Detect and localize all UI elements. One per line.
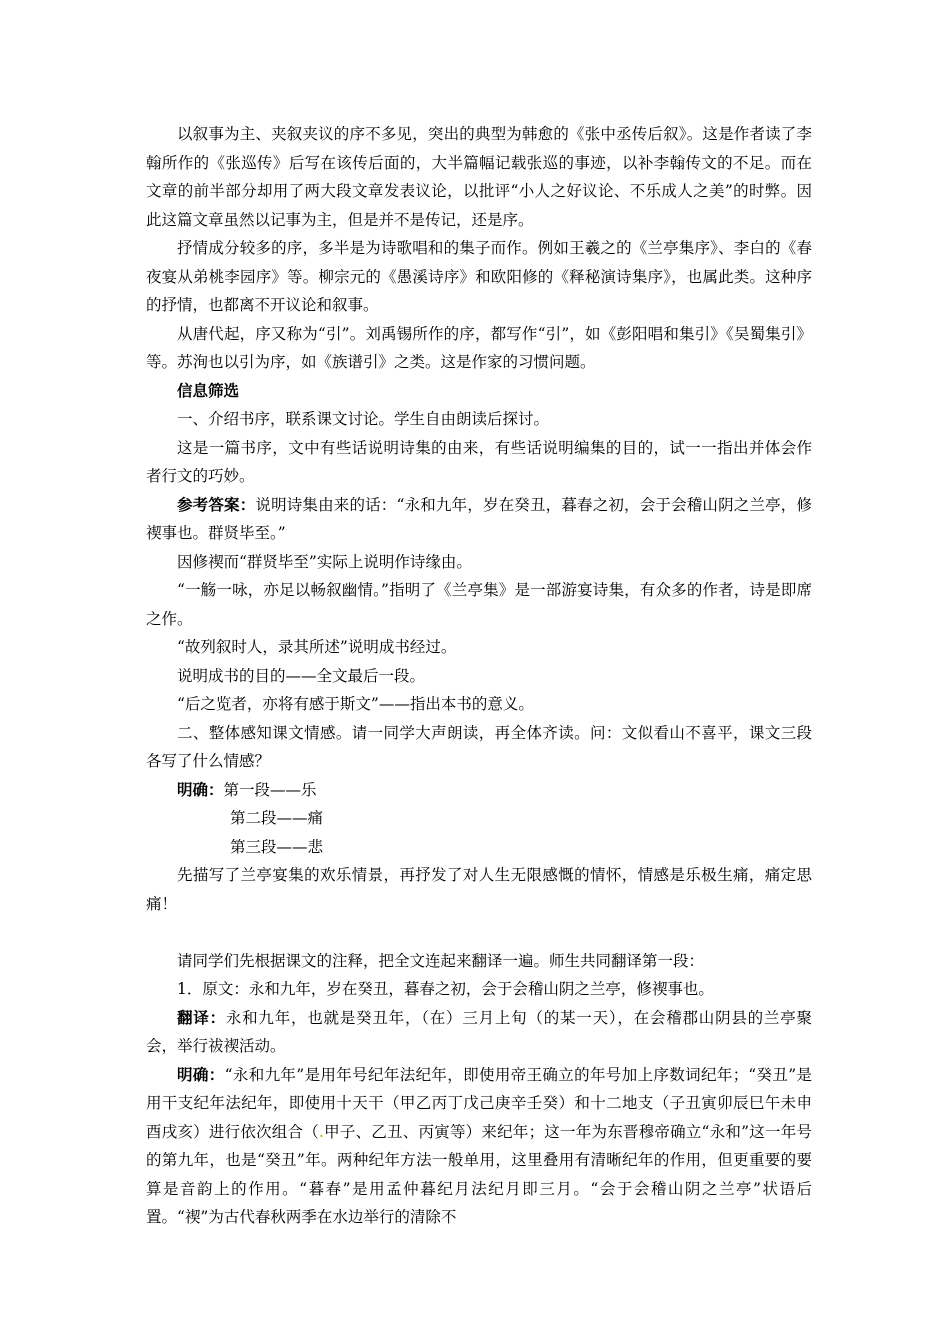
paragraph: 1．原文：永和九年，岁在癸丑，暮春之初，会于会稽山阴之兰亭，修禊事也。	[177, 980, 714, 998]
document-page	[146, 120, 812, 1232]
paragraph: “一觞一咏，亦足以畅叙幽情。”指明了《兰亭集》是一部游宴诗集，有众多的作者，诗是即席之作。	[146, 581, 812, 628]
answer-paragraph	[146, 491, 812, 548]
stray-dot: .	[318, 1122, 324, 1141]
paragraph: 从唐代起，序又称为“引”。刘禹锡所作的序，都写作“引”，如《彭阳唱和集引》《吴蜀集引》等。苏洵也以引为序，如《族谱引》之类。这是作家的习惯问题。	[146, 324, 812, 371]
paragraph: “故列叙时人，录其所述”说明成书经过。	[177, 638, 457, 656]
clarify-text-b: 甲子、乙丑、丙寅等）来纪年；这一年为东晋穆帝确立“永和”这一年号的第九年，也是“癸丑”年。两种纪年方法一般单用，这里叠用有清晰纪年的作用，但更重要的要算是音韵上的作用。“暮春”是用孟仲暮纪月法纪月即三月。“会于会稽山阴之兰亭”状语后置。“禊”为古代春秋两季在水边举行的清除不	[146, 1122, 812, 1226]
clarify-item: 第一段——乐	[223, 780, 317, 799]
clarify-paragraph-2	[146, 1061, 812, 1232]
blank-line	[146, 918, 812, 947]
paragraph: “后之览者，亦将有感于斯文”——指出本书的意义。	[177, 695, 534, 713]
paragraph: 一、介绍书序，联系课文讨论。学生自由朗读后探讨。	[177, 410, 550, 428]
translate-text: 永和九年，也就是癸丑年，（在）三月上旬（的某一天），在会稽郡山阴县的兰亭聚会，举行祓禊活动。	[146, 1008, 812, 1055]
clarify-item: 第三段——悲	[230, 837, 324, 856]
paragraph: 以叙事为主、夹叙夹议的序不多见，突出的典型为韩愈的《张中丞传后叙》。这是作者读了李翰所作的《张巡传》后写在该传后面的，大半篇幅记载张巡的事迹，以补李翰传文的不足。而在文章的前半部分却用了两大段文章发表议论，以批评“小人之好议论、不乐成人之美”的时弊。因此这篇文章虽然以记事为主，但是并不是传记，还是序。	[146, 125, 812, 229]
section-heading: 信息筛选	[177, 380, 240, 400]
paragraph: 因修禊而“群贤毕至”实际上说明作诗缘由。	[177, 552, 472, 571]
paragraph: 二、整体感知课文情感。请一同学大声朗读，再全体齐读。问：文似看山不喜平，课文三段各写了什么情感？	[146, 723, 812, 770]
answer-text: 说明诗集由来的话：“永和九年，岁在癸丑，暮春之初，会于会稽山阴之兰亭，修禊事也。群贤毕至。”	[146, 495, 812, 542]
translate-label: 翻译：	[177, 1007, 226, 1027]
paragraph: 先描写了兰亭宴集的欢乐情景，再抒发了对人生无限感慨的情怀，情感是乐极生痛，痛定思痛！	[146, 866, 812, 913]
clarify-item: 第二段——痛	[230, 809, 324, 827]
clarify-text-a: “永和九年”是用年号纪年法纪年，即使用帝王确立的年号加上序数词纪年；“癸丑”是用干支纪年法纪年，即使用十天干（甲乙丙丁戊己庚辛壬癸）和十二地支（子丑寅卯辰巳午未申酉戌亥）进行依次组合（	[146, 1065, 812, 1141]
paragraph: 这是一篇书序，文中有些话说明诗集的由来，有些话说明编集的目的，试一一指出并体会作者行文的巧妙。	[146, 438, 812, 485]
paragraph: 抒情成分较多的序，多半是为诗歌唱和的集子而作。例如王羲之的《兰亭集序》、李白的《春夜宴从弟桃李园序》等。柳宗元的《愚溪诗序》和欧阳修的《释秘演诗集序》，也属此类。这种序的抒情，也都离不开议论和叙事。	[146, 239, 812, 314]
clarify-label-2: 明确：	[177, 1064, 225, 1084]
clarify-label: 明确：	[177, 779, 224, 799]
paragraph: 请同学们先根据课文的注释，把全文连起来翻译一遍。师生共同翻译第一段：	[177, 951, 705, 970]
translate-paragraph	[146, 1004, 812, 1061]
answer-label: 参考答案：	[177, 494, 256, 514]
clarify-paragraph	[146, 776, 812, 805]
paragraph: 说明成书的目的——全文最后一段。	[177, 666, 426, 685]
